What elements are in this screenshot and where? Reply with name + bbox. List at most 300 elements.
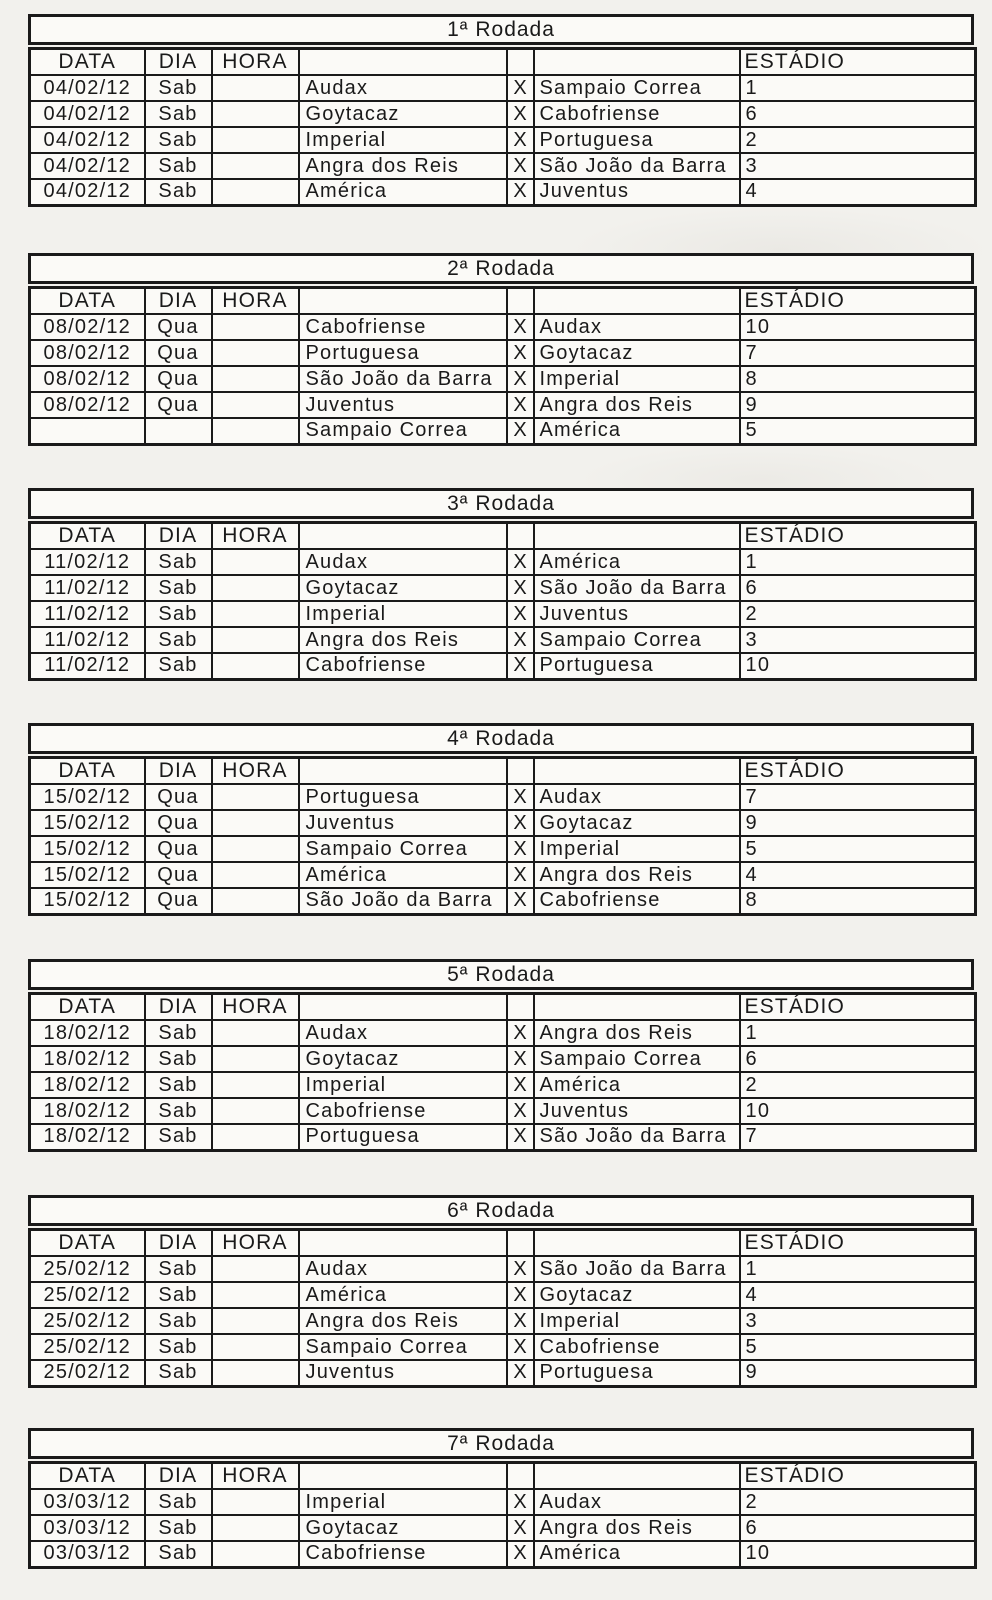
stadium-number: 6 <box>740 1046 976 1072</box>
stadium-number: 1 <box>740 1020 976 1046</box>
vs-symbol: X <box>507 575 534 601</box>
round-table <box>28 1428 974 1569</box>
match-date: 04/02/12 <box>30 75 145 101</box>
col-header-day: DIA <box>145 758 212 785</box>
schedule-table <box>28 756 977 916</box>
match-day: Sab <box>145 1256 212 1282</box>
match-row <box>30 627 976 653</box>
vs-symbol: X <box>507 1515 534 1541</box>
match-row <box>30 810 976 836</box>
home-team: São João da Barra <box>299 888 507 914</box>
col-header-date: DATA <box>30 1463 145 1490</box>
match-time <box>212 1515 299 1541</box>
vs-symbol: X <box>507 836 534 862</box>
vs-symbol: X <box>507 1282 534 1308</box>
match-day: Sab <box>145 1124 212 1150</box>
match-row <box>30 1334 976 1360</box>
match-date: 03/03/12 <box>30 1489 145 1515</box>
match-row <box>30 1256 976 1282</box>
col-header-day: DIA <box>145 49 212 76</box>
home-team: Portuguesa <box>299 340 507 366</box>
match-time <box>212 366 299 392</box>
match-date: 15/02/12 <box>30 836 145 862</box>
match-day: Qua <box>145 340 212 366</box>
stadium-number: 5 <box>740 418 976 444</box>
match-row <box>30 1308 976 1334</box>
col-header-away <box>534 758 740 785</box>
stadium-number: 5 <box>740 836 976 862</box>
match-row <box>30 1098 976 1124</box>
match-time <box>212 1308 299 1334</box>
match-row <box>30 575 976 601</box>
home-team: Imperial <box>299 1489 507 1515</box>
col-header-stadium: ESTÁDIO <box>740 1463 976 1490</box>
away-team: Cabofriense <box>534 888 740 914</box>
match-day: Sab <box>145 1282 212 1308</box>
home-team: Angra dos Reis <box>299 153 507 179</box>
match-day: Sab <box>145 1308 212 1334</box>
match-day: Sab <box>145 1098 212 1124</box>
round-title: 1ª Rodada <box>28 14 974 45</box>
match-row <box>30 1489 976 1515</box>
away-team: Angra dos Reis <box>534 862 740 888</box>
away-team: Goytacaz <box>534 1282 740 1308</box>
match-day: Sab <box>145 1360 212 1386</box>
match-day: Sab <box>145 1489 212 1515</box>
match-time <box>212 1098 299 1124</box>
header-row <box>30 758 976 785</box>
stadium-number: 9 <box>740 1360 976 1386</box>
vs-symbol: X <box>507 314 534 340</box>
match-row <box>30 366 976 392</box>
vs-symbol: X <box>507 627 534 653</box>
match-day: Sab <box>145 575 212 601</box>
col-header-vs <box>507 288 534 315</box>
home-team: Audax <box>299 75 507 101</box>
round-title: 6ª Rodada <box>28 1195 974 1226</box>
match-day: Sab <box>145 1515 212 1541</box>
vs-symbol: X <box>507 75 534 101</box>
away-team: Cabofriense <box>534 101 740 127</box>
stadium-number: 1 <box>740 549 976 575</box>
match-row <box>30 1020 976 1046</box>
home-team: Portuguesa <box>299 784 507 810</box>
home-team: Imperial <box>299 601 507 627</box>
away-team: Angra dos Reis <box>534 1515 740 1541</box>
header-row <box>30 288 976 315</box>
match-time <box>212 127 299 153</box>
match-time <box>212 392 299 418</box>
stadium-number: 5 <box>740 1334 976 1360</box>
vs-symbol: X <box>507 366 534 392</box>
stadium-number: 10 <box>740 1541 976 1567</box>
match-day: Sab <box>145 549 212 575</box>
match-date: 18/02/12 <box>30 1072 145 1098</box>
match-time <box>212 549 299 575</box>
match-date: 25/02/12 <box>30 1282 145 1308</box>
home-team: Goytacaz <box>299 101 507 127</box>
match-date: 25/02/12 <box>30 1334 145 1360</box>
match-day: Sab <box>145 653 212 679</box>
match-row <box>30 1541 976 1567</box>
col-header-time: HORA <box>212 758 299 785</box>
away-team: Angra dos Reis <box>534 1020 740 1046</box>
away-team: Juventus <box>534 1098 740 1124</box>
match-row <box>30 1046 976 1072</box>
vs-symbol: X <box>507 101 534 127</box>
match-day: Sab <box>145 1020 212 1046</box>
away-team: Juventus <box>534 601 740 627</box>
match-date <box>30 418 145 444</box>
match-row <box>30 101 976 127</box>
match-day: Sab <box>145 601 212 627</box>
match-day: Sab <box>145 127 212 153</box>
col-header-date: DATA <box>30 994 145 1021</box>
match-date: 11/02/12 <box>30 627 145 653</box>
home-team: Cabofriense <box>299 653 507 679</box>
col-header-home <box>299 1463 507 1490</box>
stadium-number: 10 <box>740 653 976 679</box>
match-day: Sab <box>145 153 212 179</box>
col-header-stadium: ESTÁDIO <box>740 994 976 1021</box>
schedule-table <box>28 286 977 446</box>
col-header-date: DATA <box>30 288 145 315</box>
match-row <box>30 153 976 179</box>
stadium-number: 3 <box>740 153 976 179</box>
col-header-time: HORA <box>212 288 299 315</box>
home-team: Imperial <box>299 1072 507 1098</box>
vs-symbol: X <box>507 127 534 153</box>
vs-symbol: X <box>507 653 534 679</box>
home-team: Audax <box>299 549 507 575</box>
match-row <box>30 784 976 810</box>
away-team: Sampaio Correa <box>534 75 740 101</box>
col-header-stadium: ESTÁDIO <box>740 758 976 785</box>
away-team: Imperial <box>534 366 740 392</box>
col-header-stadium: ESTÁDIO <box>740 288 976 315</box>
match-time <box>212 179 299 205</box>
vs-symbol: X <box>507 1046 534 1072</box>
col-header-home <box>299 523 507 550</box>
vs-symbol: X <box>507 392 534 418</box>
stadium-number: 7 <box>740 340 976 366</box>
col-header-away <box>534 523 740 550</box>
match-day: Qua <box>145 810 212 836</box>
away-team: Audax <box>534 314 740 340</box>
match-row <box>30 1124 976 1150</box>
stadium-number: 3 <box>740 627 976 653</box>
match-time <box>212 836 299 862</box>
stadium-number: 4 <box>740 862 976 888</box>
col-header-vs <box>507 994 534 1021</box>
col-header-home <box>299 49 507 76</box>
match-day: Sab <box>145 1046 212 1072</box>
col-header-day: DIA <box>145 1463 212 1490</box>
col-header-date: DATA <box>30 49 145 76</box>
match-date: 08/02/12 <box>30 340 145 366</box>
col-header-day: DIA <box>145 523 212 550</box>
match-date: 04/02/12 <box>30 127 145 153</box>
vs-symbol: X <box>507 862 534 888</box>
match-day: Sab <box>145 101 212 127</box>
match-time <box>212 575 299 601</box>
home-team: Angra dos Reis <box>299 627 507 653</box>
col-header-time: HORA <box>212 1463 299 1490</box>
match-time <box>212 1360 299 1386</box>
match-time <box>212 627 299 653</box>
match-date: 03/03/12 <box>30 1541 145 1567</box>
match-day: Sab <box>145 1541 212 1567</box>
match-day: Qua <box>145 392 212 418</box>
match-time <box>212 75 299 101</box>
away-team: América <box>534 1072 740 1098</box>
stadium-number: 10 <box>740 1098 976 1124</box>
match-date: 08/02/12 <box>30 314 145 340</box>
home-team: São João da Barra <box>299 366 507 392</box>
match-row <box>30 862 976 888</box>
match-day: Qua <box>145 366 212 392</box>
round-table <box>28 253 974 446</box>
col-header-home <box>299 758 507 785</box>
match-day: Sab <box>145 1334 212 1360</box>
col-header-day: DIA <box>145 994 212 1021</box>
match-time <box>212 418 299 444</box>
round-table <box>28 488 974 681</box>
match-date: 18/02/12 <box>30 1124 145 1150</box>
col-header-home <box>299 1230 507 1257</box>
match-day: Sab <box>145 627 212 653</box>
match-day: Qua <box>145 784 212 810</box>
away-team: São João da Barra <box>534 575 740 601</box>
match-time <box>212 1541 299 1567</box>
vs-symbol: X <box>507 1541 534 1567</box>
col-header-time: HORA <box>212 523 299 550</box>
vs-symbol: X <box>507 1124 534 1150</box>
match-time <box>212 653 299 679</box>
stadium-number: 2 <box>740 601 976 627</box>
home-team: Portuguesa <box>299 1124 507 1150</box>
col-header-time: HORA <box>212 49 299 76</box>
col-header-date: DATA <box>30 1230 145 1257</box>
round-table <box>28 723 974 916</box>
col-header-time: HORA <box>212 994 299 1021</box>
home-team: Goytacaz <box>299 1046 507 1072</box>
match-day: Qua <box>145 888 212 914</box>
match-day: Sab <box>145 1072 212 1098</box>
vs-symbol: X <box>507 418 534 444</box>
round-title: 2ª Rodada <box>28 253 974 284</box>
away-team: Angra dos Reis <box>534 392 740 418</box>
match-day: Qua <box>145 314 212 340</box>
away-team: Portuguesa <box>534 1360 740 1386</box>
stadium-number: 2 <box>740 127 976 153</box>
match-row <box>30 1360 976 1386</box>
header-row <box>30 1230 976 1257</box>
home-team: Audax <box>299 1256 507 1282</box>
stadium-number: 6 <box>740 101 976 127</box>
col-header-day: DIA <box>145 288 212 315</box>
match-row <box>30 549 976 575</box>
match-time <box>212 153 299 179</box>
home-team: Sampaio Correa <box>299 418 507 444</box>
match-date: 04/02/12 <box>30 179 145 205</box>
vs-symbol: X <box>507 549 534 575</box>
stadium-number: 10 <box>740 314 976 340</box>
match-day: Sab <box>145 179 212 205</box>
match-date: 18/02/12 <box>30 1020 145 1046</box>
away-team: Portuguesa <box>534 127 740 153</box>
match-row <box>30 179 976 205</box>
col-header-away <box>534 1230 740 1257</box>
match-day: Qua <box>145 836 212 862</box>
round-title: 3ª Rodada <box>28 488 974 519</box>
away-team: São João da Barra <box>534 153 740 179</box>
match-day: Sab <box>145 75 212 101</box>
header-row <box>30 523 976 550</box>
match-date: 11/02/12 <box>30 575 145 601</box>
away-team: América <box>534 549 740 575</box>
match-date: 25/02/12 <box>30 1360 145 1386</box>
match-time <box>212 784 299 810</box>
header-row <box>30 994 976 1021</box>
vs-symbol: X <box>507 601 534 627</box>
match-date: 15/02/12 <box>30 810 145 836</box>
match-date: 15/02/12 <box>30 784 145 810</box>
match-date: 11/02/12 <box>30 549 145 575</box>
away-team: Imperial <box>534 836 740 862</box>
away-team: Imperial <box>534 1308 740 1334</box>
round-title: 7ª Rodada <box>28 1428 974 1459</box>
match-time <box>212 1489 299 1515</box>
vs-symbol: X <box>507 1072 534 1098</box>
match-date: 18/02/12 <box>30 1098 145 1124</box>
home-team: Juventus <box>299 810 507 836</box>
match-date: 11/02/12 <box>30 601 145 627</box>
col-header-home <box>299 994 507 1021</box>
away-team: Juventus <box>534 179 740 205</box>
col-header-stadium: ESTÁDIO <box>740 523 976 550</box>
match-time <box>212 810 299 836</box>
col-header-vs <box>507 1463 534 1490</box>
away-team: Audax <box>534 784 740 810</box>
match-row <box>30 418 976 444</box>
vs-symbol: X <box>507 340 534 366</box>
vs-symbol: X <box>507 784 534 810</box>
col-header-vs <box>507 49 534 76</box>
match-time <box>212 1124 299 1150</box>
away-team: América <box>534 418 740 444</box>
round-title: 5ª Rodada <box>28 959 974 990</box>
vs-symbol: X <box>507 1098 534 1124</box>
vs-symbol: X <box>507 1020 534 1046</box>
round-table <box>28 959 974 1152</box>
schedule-table <box>28 1228 977 1388</box>
match-date: 08/02/12 <box>30 392 145 418</box>
stadium-number: 8 <box>740 366 976 392</box>
match-date: 11/02/12 <box>30 653 145 679</box>
match-date: 15/02/12 <box>30 888 145 914</box>
vs-symbol: X <box>507 153 534 179</box>
header-row <box>30 1463 976 1490</box>
away-team: São João da Barra <box>534 1124 740 1150</box>
col-header-stadium: ESTÁDIO <box>740 1230 976 1257</box>
col-header-home <box>299 288 507 315</box>
round-title: 4ª Rodada <box>28 723 974 754</box>
away-team: São João da Barra <box>534 1256 740 1282</box>
home-team: Angra dos Reis <box>299 1308 507 1334</box>
match-time <box>212 1072 299 1098</box>
stadium-number: 8 <box>740 888 976 914</box>
away-team: Sampaio Correa <box>534 627 740 653</box>
match-date: 04/02/12 <box>30 153 145 179</box>
match-row <box>30 392 976 418</box>
away-team: Sampaio Correa <box>534 1046 740 1072</box>
match-time <box>212 1282 299 1308</box>
col-header-day: DIA <box>145 1230 212 1257</box>
col-header-away <box>534 49 740 76</box>
home-team: Sampaio Correa <box>299 836 507 862</box>
home-team: Cabofriense <box>299 1541 507 1567</box>
col-header-away <box>534 994 740 1021</box>
home-team: Juventus <box>299 1360 507 1386</box>
vs-symbol: X <box>507 1489 534 1515</box>
round-table <box>28 14 974 207</box>
match-day <box>145 418 212 444</box>
away-team: Portuguesa <box>534 653 740 679</box>
schedule-table <box>28 1461 977 1569</box>
home-team: Cabofriense <box>299 1098 507 1124</box>
col-header-stadium: ESTÁDIO <box>740 49 976 76</box>
match-time <box>212 1020 299 1046</box>
header-row <box>30 49 976 76</box>
match-row <box>30 75 976 101</box>
match-date: 08/02/12 <box>30 366 145 392</box>
match-time <box>212 888 299 914</box>
stadium-number: 2 <box>740 1072 976 1098</box>
match-row <box>30 1282 976 1308</box>
match-time <box>212 1334 299 1360</box>
match-date: 04/02/12 <box>30 101 145 127</box>
match-date: 03/03/12 <box>30 1515 145 1541</box>
col-header-time: HORA <box>212 1230 299 1257</box>
round-table <box>28 1195 974 1388</box>
match-row <box>30 601 976 627</box>
match-date: 25/02/12 <box>30 1256 145 1282</box>
vs-symbol: X <box>507 1360 534 1386</box>
stadium-number: 4 <box>740 1282 976 1308</box>
stadium-number: 6 <box>740 1515 976 1541</box>
away-team: Audax <box>534 1489 740 1515</box>
away-team: Cabofriense <box>534 1334 740 1360</box>
col-header-date: DATA <box>30 523 145 550</box>
match-row <box>30 127 976 153</box>
match-row <box>30 1515 976 1541</box>
home-team: América <box>299 1282 507 1308</box>
match-date: 25/02/12 <box>30 1308 145 1334</box>
stadium-number: 1 <box>740 1256 976 1282</box>
stadium-number: 4 <box>740 179 976 205</box>
home-team: Cabofriense <box>299 314 507 340</box>
vs-symbol: X <box>507 1308 534 1334</box>
stadium-number: 9 <box>740 392 976 418</box>
match-row <box>30 314 976 340</box>
home-team: América <box>299 179 507 205</box>
match-date: 18/02/12 <box>30 1046 145 1072</box>
col-header-vs <box>507 523 534 550</box>
home-team: Audax <box>299 1020 507 1046</box>
home-team: América <box>299 862 507 888</box>
away-team: América <box>534 1541 740 1567</box>
